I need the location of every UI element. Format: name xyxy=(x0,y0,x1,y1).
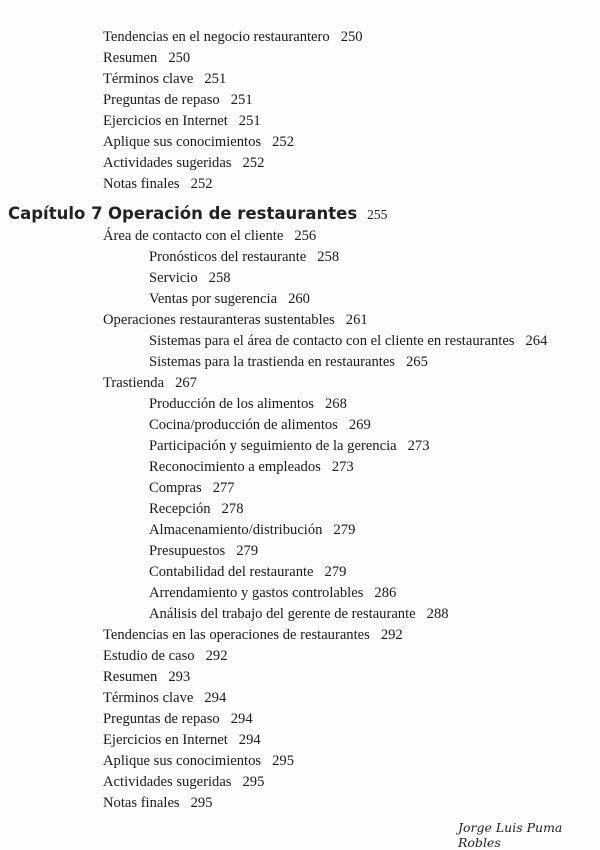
toc-entry-title: Ejercicios en Internet xyxy=(103,113,228,129)
toc-entry-page: 251 xyxy=(230,92,253,108)
toc-entry-page: 267 xyxy=(175,375,197,391)
toc-entry-title: Cocina/producción de alimentos xyxy=(149,417,338,433)
toc-entry xyxy=(103,709,253,730)
toc-entry-title: Trastienda xyxy=(103,375,165,391)
toc-entry-title: Ventas por sugerencia xyxy=(149,291,278,307)
toc-entry xyxy=(149,331,547,352)
toc-entry-page: 265 xyxy=(405,354,428,370)
toc-entry xyxy=(149,436,430,457)
toc-entry-page: 295 xyxy=(242,774,265,790)
toc-entry xyxy=(103,153,264,174)
toc-entry-page: 261 xyxy=(345,312,368,328)
toc-entry xyxy=(149,478,235,499)
toc-entry-title: Preguntas de repaso xyxy=(103,711,220,727)
toc-entry-title: Términos clave xyxy=(103,71,194,87)
toc-entry xyxy=(149,604,449,625)
toc-entry xyxy=(149,541,258,562)
toc-entry-page: 294 xyxy=(238,732,261,748)
toc-entry-page: 268 xyxy=(324,396,347,412)
toc-entry xyxy=(149,520,355,541)
toc-entry-title: Actividades sugeridas xyxy=(103,774,232,790)
toc-entry xyxy=(103,69,226,90)
toc-entry xyxy=(149,562,346,583)
toc-entry-page: 279 xyxy=(324,564,347,580)
toc-entry-page: 294 xyxy=(230,711,253,727)
toc-entry-page: 292 xyxy=(380,627,403,643)
toc-entry-page: 292 xyxy=(205,648,228,664)
toc-entry xyxy=(149,499,243,520)
toc-entry-title: Notas finales xyxy=(103,795,180,811)
toc-entry-page: 251 xyxy=(238,113,261,129)
toc-entry-title: Servicio xyxy=(149,270,198,286)
toc-entry-page: 278 xyxy=(221,501,244,517)
toc-entry xyxy=(103,688,226,709)
toc-entry xyxy=(103,27,363,48)
toc-entry-title: Sistemas para el área de contacto con el cliente en restaurantes xyxy=(149,333,515,349)
toc-entry-page: 273 xyxy=(407,438,430,454)
toc-entry-title: Términos clave xyxy=(103,690,194,706)
toc-entry xyxy=(149,415,371,436)
toc-entry-page: 294 xyxy=(204,690,227,706)
toc-entry-page: 252 xyxy=(242,155,265,171)
toc-entry-title: Área de contacto con el cliente xyxy=(103,228,284,244)
toc-entry-title: Notas finales xyxy=(103,176,180,192)
toc-entry-page: 250 xyxy=(340,29,363,45)
toc-entry-title: Tendencias en el negocio restaurantero xyxy=(103,29,330,45)
toc-entry-title: Producción de los alimentos xyxy=(149,396,314,412)
toc-entry-page: 277 xyxy=(212,480,235,496)
toc-entry xyxy=(103,793,213,814)
toc-entry xyxy=(149,289,310,310)
toc-entry xyxy=(149,268,231,289)
toc-entry-page: 260 xyxy=(288,291,310,307)
toc-entry-page: 286 xyxy=(374,585,397,601)
toc-entry xyxy=(103,90,253,111)
chapter-heading xyxy=(8,203,388,225)
toc-entry-title: Recepción xyxy=(149,501,211,517)
toc-entry-title: Resumen xyxy=(103,669,158,685)
toc-entry-title: Operaciones restauranteras sustentables xyxy=(103,312,335,328)
toc-entry-title: Contabilidad del restaurante xyxy=(149,564,314,580)
toc-entry-title: Actividades sugeridas xyxy=(103,155,232,171)
toc-entry-title: Preguntas de repaso xyxy=(103,92,220,108)
toc-entry-page: 251 xyxy=(204,71,227,87)
chapter-title: Operación de restaurantes xyxy=(108,204,358,223)
toc-entry-page: 250 xyxy=(168,50,191,66)
toc-entry-page: 264 xyxy=(525,333,548,349)
toc-entry-title: Almacenamiento/distribución xyxy=(149,522,323,538)
toc-entry-page: 279 xyxy=(236,543,259,559)
toc-entry-title: Pronósticos del restaurante xyxy=(149,249,307,265)
toc-entry-page: 288 xyxy=(426,606,449,622)
toc-entry-title: Aplique sus conocimientos xyxy=(103,134,262,150)
toc-entry xyxy=(149,583,396,604)
toc-entry-page: 273 xyxy=(331,459,354,475)
toc-entry-page: 252 xyxy=(272,134,294,150)
toc-entry xyxy=(149,247,339,268)
toc-entry-title: Resumen xyxy=(103,50,158,66)
toc-entry xyxy=(149,352,428,373)
toc-entry xyxy=(103,174,213,195)
toc-entry-title: Sistemas para la trastienda en restaurantes xyxy=(149,354,395,370)
toc-entry-page: 258 xyxy=(317,249,340,265)
chapter-page: 255 xyxy=(367,207,388,222)
toc-entry xyxy=(103,111,261,132)
toc-entry-page: 252 xyxy=(190,176,213,192)
toc-entry xyxy=(103,772,264,793)
toc-entry-title: Tendencias en las operaciones de restaurantes xyxy=(103,627,370,643)
toc-entry-title: Ejercicios en Internet xyxy=(103,732,228,748)
toc-entry xyxy=(103,625,403,646)
toc-entry xyxy=(103,667,190,688)
toc-entry-page: 295 xyxy=(190,795,213,811)
toc-entry-title: Análisis del trabajo del gerente de restaurante xyxy=(149,606,416,622)
toc-entry xyxy=(103,48,190,69)
toc-entry-page: 279 xyxy=(333,522,356,538)
toc-entry-page: 295 xyxy=(272,753,294,769)
toc-entry-title: Presupuestos xyxy=(149,543,226,559)
toc-entry xyxy=(149,394,347,415)
toc-entry-title: Participación y seguimiento de la gerencia xyxy=(149,438,397,454)
toc-entry-title: Aplique sus conocimientos xyxy=(103,753,262,769)
toc-entry-title: Estudio de caso xyxy=(103,648,195,664)
toc-entry xyxy=(103,730,261,751)
author-credit: Jorge Luis Puma Robles xyxy=(458,820,563,850)
toc-entry-page: 293 xyxy=(168,669,191,685)
toc-entry xyxy=(103,132,294,153)
toc-entry-page: 256 xyxy=(294,228,317,244)
toc-entry-title: Arrendamiento y gastos controlables xyxy=(149,585,364,601)
toc-entry xyxy=(103,310,368,331)
toc-entry-title: Reconocimiento a empleados xyxy=(149,459,321,475)
toc-entry xyxy=(103,226,316,247)
toc-entry-page: 269 xyxy=(348,417,371,433)
toc-entry xyxy=(103,646,228,667)
toc-entry xyxy=(149,457,354,478)
toc-entry xyxy=(103,373,197,394)
toc-entry-title: Compras xyxy=(149,480,202,496)
toc-entry xyxy=(103,751,294,772)
toc-entry-page: 258 xyxy=(208,270,231,286)
chapter-label: Capítulo 7 xyxy=(8,204,103,223)
